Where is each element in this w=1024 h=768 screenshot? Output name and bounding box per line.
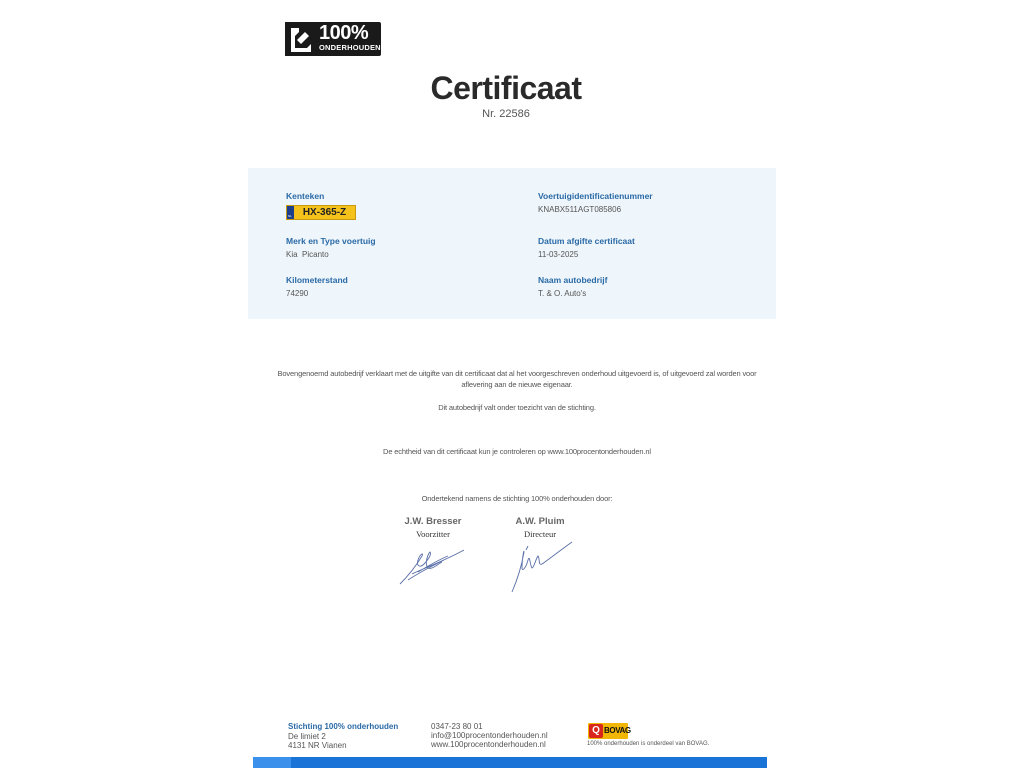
km-value: 74290	[286, 289, 309, 298]
signatory-1-name: J.W. Bresser	[404, 516, 462, 527]
datum-value: 11-03-2025	[538, 250, 579, 259]
vin-value: KNABX511AGT085806	[538, 205, 622, 214]
statement-authenticity: De echtheid van dit certificaat kun je controleren op www.100procentonderhouden.nl	[383, 447, 651, 456]
merk-value: Kia Picanto	[286, 250, 329, 259]
statement-signed-by: Ondertekend namens de stichting 100% onderhouden door:	[421, 494, 613, 503]
datum-label: Datum afgifte certificaat	[538, 236, 635, 246]
footer-city: 4131 NR Vianen	[288, 741, 347, 750]
logo-subtitle: ONDERHOUDEN	[319, 43, 381, 52]
license-plate-text: HX-365-Z	[302, 207, 347, 218]
eu-flag-icon	[287, 206, 294, 219]
footer-bar-accent	[253, 757, 291, 768]
signatory-2-role: Directeur	[523, 529, 557, 539]
plate-country: NL	[288, 214, 292, 218]
signature-2-image	[508, 538, 578, 596]
signature-1-image	[398, 542, 468, 588]
statement-line-2: aflevering aan de nieuwe eigenaar.	[461, 380, 573, 389]
statement-supervision: Dit autobedrijf valt onder toezicht van de stichting.	[438, 403, 596, 412]
footer-street: De limiet 2	[288, 732, 326, 741]
footer-org: Stichting 100% onderhouden	[288, 722, 399, 731]
bovag-q-icon: Q	[589, 724, 603, 738]
vin-label: Voertuigidentificatienummer	[538, 191, 653, 201]
page-title: Certificaat	[430, 70, 582, 106]
statement-line-1: Bovengenoemd autobedrijf verklaart met de uitgifte van dit certificaat dat al het voorgeschreven onderhoud uitgevoerd is, of uitgevoerd zal worden voor	[277, 369, 757, 378]
license-plate	[286, 205, 356, 220]
kenteken-label: Kenteken	[286, 191, 325, 201]
brand-logo	[285, 22, 381, 56]
bovag-note: 100% onderhouden is onderdeel van BOVAG.	[587, 741, 710, 747]
footer-phone: 0347-23 80 01	[431, 722, 483, 731]
signatory-2-name: A.W. Pluim	[515, 516, 565, 527]
footer-website[interactable]: www.100procentonderhouden.nl	[431, 740, 546, 749]
certificate-number: Nr. 22586	[482, 108, 530, 120]
bedrijf-value: T. & O. Auto's	[538, 289, 587, 298]
footer-email[interactable]: info@100procentonderhouden.nl	[431, 731, 548, 740]
signatory-1-role: Voorzitter	[416, 529, 450, 539]
km-label: Kilometerstand	[286, 275, 348, 285]
bovag-logo	[588, 723, 631, 739]
footer-bar	[253, 757, 767, 768]
merk-label: Merk en Type voertuig	[286, 236, 376, 246]
wrench-check-icon	[285, 22, 317, 56]
bedrijf-label: Naam autobedrijf	[538, 275, 608, 285]
logo-number: 100%	[319, 22, 369, 44]
bovag-logo-text: BOVAG	[604, 726, 631, 735]
